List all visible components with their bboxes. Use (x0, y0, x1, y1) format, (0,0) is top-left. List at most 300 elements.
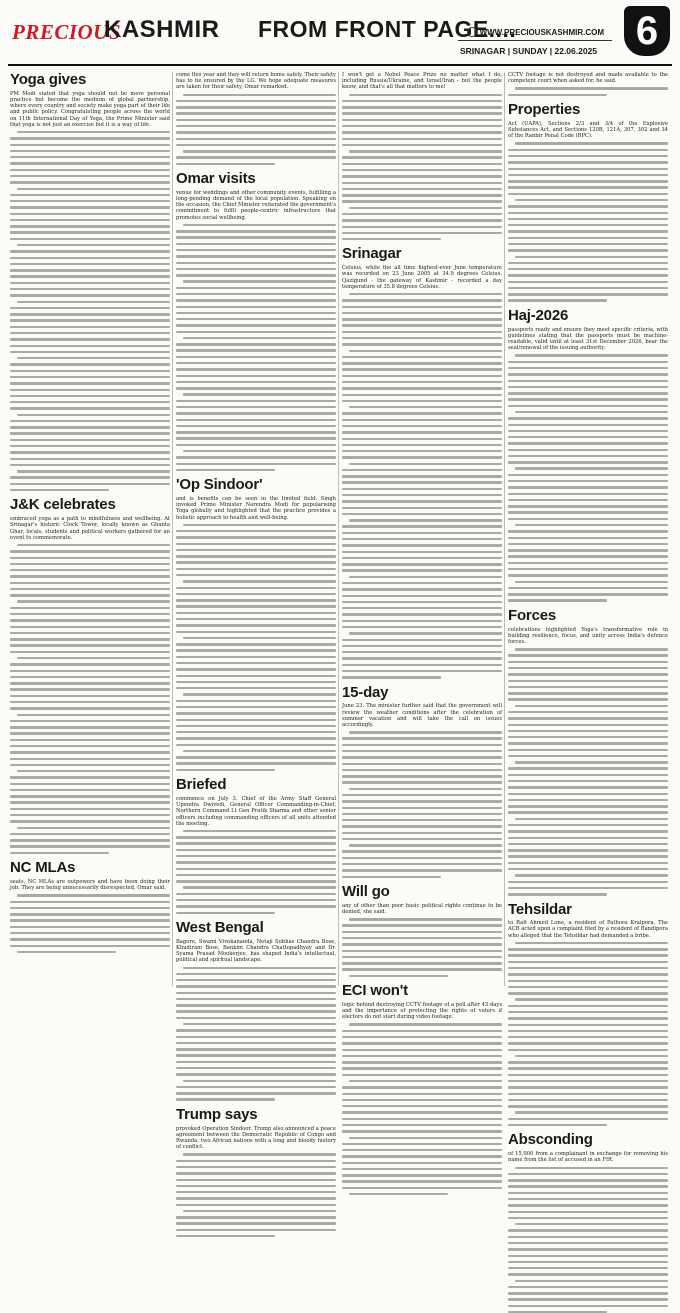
text-line (342, 412, 502, 414)
text-line (342, 238, 441, 240)
text-line (10, 720, 170, 722)
text-line (176, 112, 336, 114)
story-heading: Will go (342, 883, 390, 900)
story (176, 777, 336, 914)
text-line (176, 262, 336, 264)
text-line (508, 518, 668, 520)
story (342, 983, 502, 1195)
text-line (342, 226, 502, 228)
text-line (10, 476, 170, 478)
text-line (342, 670, 502, 672)
text-line (508, 562, 668, 564)
text-line (10, 263, 170, 265)
text-line (176, 574, 336, 576)
text-line (10, 751, 170, 753)
text-line (10, 745, 170, 747)
text-line (183, 393, 336, 395)
text-line (10, 162, 170, 164)
text-line (176, 880, 336, 882)
text-line (508, 537, 668, 539)
text-line (349, 731, 502, 733)
story (342, 246, 502, 678)
text-line (508, 1229, 668, 1231)
text-line (176, 419, 336, 421)
text-line (176, 687, 336, 689)
text-line (176, 561, 336, 563)
text-line (176, 1160, 336, 1162)
text-line (17, 244, 170, 246)
text-line (176, 1010, 336, 1012)
text-line (508, 736, 668, 738)
text-line (17, 414, 170, 416)
story (176, 72, 336, 165)
text-line (508, 1030, 668, 1032)
story (10, 72, 170, 491)
text-line (10, 919, 170, 921)
text-line (176, 530, 336, 532)
text-line (508, 149, 668, 151)
text-line (176, 255, 336, 257)
text-line (349, 975, 448, 977)
text-line (508, 205, 668, 207)
text-line (176, 400, 336, 402)
text-line (183, 830, 336, 832)
text-line (176, 331, 336, 333)
text-line (508, 530, 668, 532)
text-line (10, 489, 109, 491)
text-line (183, 1023, 336, 1025)
text-line (342, 532, 502, 534)
text-line (10, 701, 170, 703)
text-line (342, 876, 441, 878)
text-line (508, 849, 668, 851)
text-line (508, 361, 668, 363)
text-line (176, 836, 336, 838)
text-line (508, 755, 668, 757)
text-line (10, 557, 170, 559)
story-heading: Tehsildar (508, 900, 572, 918)
text-line (176, 469, 275, 471)
text-line (10, 594, 170, 596)
story-heading: 'Op Sindoor' (176, 476, 263, 494)
text-line (176, 912, 275, 914)
text-line (176, 706, 336, 708)
text-line (508, 218, 668, 220)
text-line (10, 926, 170, 928)
story-text: come this year and they will return home safely. Their safety has to be ensured by the LG. We hope adequate measures are taken for their safety, Omar remarked. (176, 72, 336, 91)
text-line (176, 662, 336, 664)
text-line (342, 1074, 502, 1076)
text-line (508, 1011, 668, 1013)
text-line (342, 125, 502, 127)
text-line (10, 607, 170, 609)
story-text: CCTV footage is not destroyed and made available to the competent court when asked for, he said. (508, 72, 668, 85)
text-line (508, 837, 668, 839)
text-line (508, 430, 668, 432)
text-line (10, 483, 170, 485)
text-line (508, 1292, 668, 1294)
text-line (342, 299, 502, 301)
website-url[interactable]: WWW.PRECIOUSKASHMIR.COM (467, 27, 604, 37)
text-line (176, 769, 275, 771)
text-line (342, 819, 502, 821)
text-line (176, 1098, 275, 1100)
text-line (342, 1180, 502, 1182)
story (176, 477, 336, 771)
section-title: FROM FRONT PAGE.... (258, 16, 517, 42)
story-heading: Briefed (176, 776, 227, 794)
text-line (342, 613, 502, 615)
text-line (508, 698, 668, 700)
text-line (349, 463, 502, 465)
text-line (10, 707, 170, 709)
text-line (515, 354, 668, 356)
text-line (342, 651, 502, 653)
text-line (508, 386, 668, 388)
text-line (342, 544, 502, 546)
text-line (515, 581, 668, 583)
text-line (176, 425, 336, 427)
text-line (183, 224, 336, 226)
text-line (342, 188, 502, 190)
text-line (10, 676, 170, 678)
text-line (342, 657, 502, 659)
text-line (508, 1217, 668, 1219)
story (342, 884, 502, 977)
text-line (508, 887, 668, 889)
text-line (176, 362, 336, 364)
text-line (17, 470, 170, 472)
text-line (508, 742, 668, 744)
text-line (10, 808, 170, 810)
text-line (176, 649, 336, 651)
text-line (176, 1229, 336, 1231)
story-heading: Trump says (176, 1105, 258, 1123)
text-line (176, 236, 336, 238)
text-line (10, 795, 170, 797)
text-line (342, 182, 502, 184)
story-text: provoked Operation Sindoor. Trump also announced a peace agreement between the Democratic Republic of Congo and Rwanda, two African nations with a long and bloody history of conflict. (176, 1125, 336, 1151)
text-line (508, 986, 668, 988)
text-line (10, 407, 170, 409)
text-line (342, 312, 502, 314)
logo-kashmir: KASHMIR (104, 16, 220, 43)
text-line (508, 543, 668, 545)
text-line (176, 356, 336, 358)
text-line (342, 1124, 502, 1126)
text-line (10, 913, 170, 915)
text-line (342, 219, 502, 221)
text-line (508, 855, 668, 857)
text-line (176, 1216, 336, 1218)
text-line (17, 951, 116, 953)
text-line (515, 1111, 668, 1113)
text-line (176, 874, 336, 876)
text-line (176, 381, 336, 383)
column-4 (508, 72, 668, 1164)
text-line (342, 1155, 502, 1157)
text-line (508, 1298, 668, 1300)
text-line (508, 1024, 668, 1026)
text-line (508, 1049, 668, 1051)
text-line (176, 549, 336, 551)
text-line (508, 486, 668, 488)
text-line (342, 664, 502, 666)
text-line (508, 730, 668, 732)
text-line (10, 845, 170, 847)
text-line (342, 781, 502, 783)
text-line (515, 648, 668, 650)
text-line (17, 827, 170, 829)
text-line (508, 881, 668, 883)
text-line (508, 711, 668, 713)
text-line (342, 943, 502, 945)
text-line (176, 444, 336, 446)
story (508, 72, 668, 96)
story (508, 102, 668, 302)
text-line (176, 675, 336, 677)
text-line (176, 568, 336, 570)
text-line (342, 1187, 502, 1189)
text-line (508, 654, 668, 656)
story-text: celebrations highlighted Yoga's transformative role in building resilience, focus, and unity across India's defence forces. (508, 626, 668, 645)
text-line (10, 907, 170, 909)
text-line (176, 842, 336, 844)
text-line (342, 750, 502, 752)
text-line (183, 94, 336, 96)
text-line (176, 712, 336, 714)
text-line (342, 112, 502, 114)
story-heading: Srinagar (342, 245, 402, 263)
story-heading: Absconding (508, 1131, 593, 1149)
text-line (10, 200, 170, 202)
text-line (183, 1210, 336, 1212)
text-line (508, 555, 668, 557)
text-line (349, 1023, 502, 1025)
text-line (176, 156, 336, 158)
text-line (10, 401, 170, 403)
text-line (10, 194, 170, 196)
text-line (342, 431, 502, 433)
text-line (10, 432, 170, 434)
text-line (342, 200, 502, 202)
text-line (176, 985, 336, 987)
text-line (508, 843, 668, 845)
text-line (508, 948, 668, 950)
story-text: and is benefits can be seen in the limited field. Singh invoked Prime Minister Narendra Modi for popularising Yoga globally and highlighted that the practice provides a holistic approach to health and well-being. (176, 495, 336, 521)
text-line (342, 1118, 502, 1120)
text-line (342, 551, 502, 553)
masthead (8, 6, 672, 64)
text-line (508, 436, 668, 438)
logo-precious: PRECIOUS (12, 20, 122, 44)
text-line (10, 213, 170, 215)
text-line (176, 855, 336, 857)
text-line (342, 763, 502, 765)
text-line (508, 1192, 668, 1194)
text-line (176, 1235, 275, 1237)
text-line (342, 343, 502, 345)
text-line (508, 1236, 668, 1238)
text-line (342, 569, 502, 571)
text-line (10, 588, 170, 590)
text-line (508, 692, 668, 694)
text-line (176, 1029, 336, 1031)
text-line (508, 599, 607, 601)
text-line (183, 693, 336, 695)
text-line (10, 144, 170, 146)
text-line (342, 1149, 502, 1151)
text-line (183, 150, 336, 152)
text-line (176, 1036, 336, 1038)
text-line (508, 1173, 668, 1175)
text-line (508, 574, 668, 576)
text-line (349, 406, 502, 408)
text-line (10, 451, 170, 453)
text-line (176, 605, 336, 607)
text-line (508, 686, 668, 688)
text-line (508, 1093, 668, 1095)
text-line (176, 463, 336, 465)
column-rule (504, 72, 505, 986)
text-line (176, 599, 336, 601)
text-line (508, 667, 668, 669)
text-line (342, 937, 502, 939)
story-heading: J&K celebrates (10, 496, 116, 514)
text-line (342, 931, 502, 933)
text-line (515, 142, 668, 144)
text-line (515, 467, 668, 469)
text-line (342, 1036, 502, 1038)
text-line (508, 392, 668, 394)
text-line (508, 774, 668, 776)
text-line (176, 555, 336, 557)
story-text: of 15,000 from a complainant in exchange for removing his name from the list of accused in an FIR. (508, 1151, 668, 1164)
text-line (508, 237, 668, 239)
text-line (508, 1099, 668, 1101)
text-line (176, 106, 336, 108)
text-line (342, 500, 502, 502)
text-line (10, 814, 170, 816)
text-line (10, 282, 170, 284)
text-line (176, 536, 336, 538)
text-line (183, 750, 336, 752)
text-line (515, 524, 668, 526)
masthead-rule (458, 40, 612, 41)
text-line (515, 256, 668, 258)
text-line (508, 661, 668, 663)
text-line (176, 631, 336, 633)
text-line (10, 852, 109, 854)
story (176, 171, 336, 471)
text-line (508, 811, 668, 813)
text-line (342, 362, 502, 364)
story-text: commence on July 3. Chief of the Army Staff General Upendra Dwivedi, General Officer Commanding-in-Chief, Northern Command Lt Gen Pratik Sharma and other senior officers including commanding officers of all units attended the meeting. (176, 795, 336, 827)
text-line (176, 100, 336, 102)
text-line (508, 793, 668, 795)
text-line (515, 818, 668, 820)
text-line (342, 557, 502, 559)
text-line (508, 1261, 668, 1263)
text-line (10, 682, 170, 684)
text-line (342, 1174, 502, 1176)
text-line (508, 1036, 668, 1038)
text-line (508, 1061, 668, 1063)
text-line (176, 406, 336, 408)
text-line (342, 1143, 502, 1145)
text-line (342, 832, 502, 834)
text-line (176, 368, 336, 370)
text-line (508, 449, 668, 451)
text-line (342, 100, 502, 102)
text-line (508, 499, 668, 501)
text-line (10, 670, 170, 672)
page-number-badge: 6 (624, 6, 670, 56)
text-line (508, 862, 668, 864)
text-line (10, 901, 170, 903)
text-line (508, 174, 668, 176)
text-line (176, 1004, 336, 1006)
text-line (176, 762, 336, 764)
text-line (342, 425, 502, 427)
text-line (10, 307, 170, 309)
story (508, 902, 668, 1127)
text-line (342, 494, 502, 496)
text-line (508, 186, 668, 188)
text-line (508, 587, 668, 589)
text-line (508, 455, 668, 457)
globe-icon (467, 27, 477, 37)
text-line (342, 582, 502, 584)
text-line (515, 1280, 668, 1282)
story-heading: West Bengal (176, 918, 264, 936)
text-line (176, 681, 336, 683)
text-line (349, 94, 502, 96)
text-line (342, 444, 502, 446)
text-line (17, 131, 170, 133)
text-line (508, 1105, 668, 1107)
text-line (508, 1267, 668, 1269)
text-line (10, 269, 170, 271)
text-line (508, 786, 668, 788)
text-line (176, 719, 336, 721)
text-line (508, 493, 668, 495)
text-line (176, 849, 336, 851)
text-line (342, 1086, 502, 1088)
text-line (349, 1193, 448, 1195)
text-line (10, 389, 170, 391)
text-line (342, 387, 502, 389)
text-line (176, 1067, 336, 1069)
text-line (508, 830, 668, 832)
text-line (342, 1168, 502, 1170)
text-line (176, 868, 336, 870)
text-line (10, 181, 170, 183)
text-line (10, 932, 170, 934)
text-line (10, 219, 170, 221)
text-line (508, 749, 668, 751)
text-line (10, 150, 170, 152)
text-line (508, 1074, 668, 1076)
text-line (508, 243, 668, 245)
text-line (176, 725, 336, 727)
text-line (508, 780, 668, 782)
story (508, 1132, 668, 1313)
text-line (176, 125, 336, 127)
text-line (176, 1042, 336, 1044)
text-line (176, 431, 336, 433)
text-line (515, 1167, 668, 1169)
